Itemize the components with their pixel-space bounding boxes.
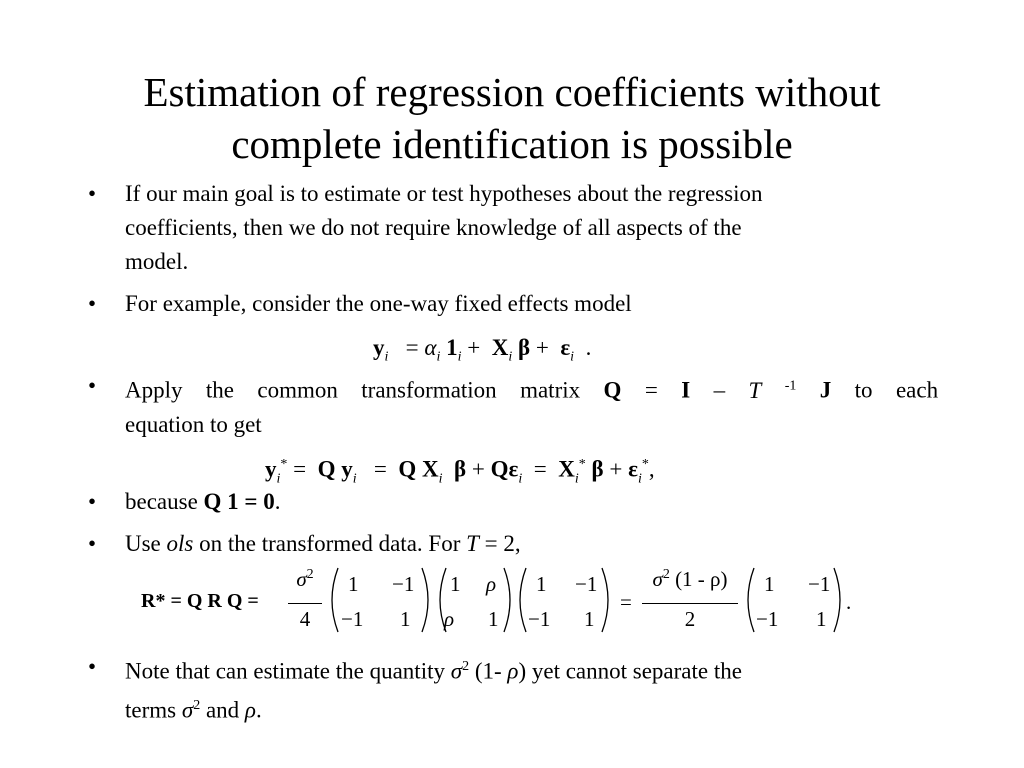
slide: Estimation of regression coefficients without complete identification is possible • If our main goal is to estimate or test hypotheses about the regression coefficients, then we do not require knowledge of all aspects of the model. • For example, consider the one-way fixed effects model $y_i$ = $\alpha_i$ $1_i + X_i$ $\beta + \varepsilon_i$ . • Apply the common transformation matrix Q = I – T $^{-1}$ J to each equation to get $y_i^* = Q$ $y_i$ = Q $X_i$ $\beta + Q\varepsilon_i = X_i^*$ $\beta + \varepsilon_i^*$, • because Q 1 = 0. • Use ols on the transformed data. For T = 2, R* = Q R Q = $\sigma^2$ 4 1 −1 −1 1 1 ρ ρ 1 1 −1 −1 1 = $\sigma^2$ (1 - ρ) 2 1 −1 −1 1 . • Note that can estimate the quantity $\sigma^2$ (1- ρ) yet cannot separate the terms $\sigma^2$ and ρ. bbox=[0, 0, 1024, 768]
eq3-frac1-den: 4 bbox=[299, 607, 311, 631]
bullet-1-line-2: coefficients, then we do not require knowledge of all aspects of the bbox=[125, 215, 742, 240]
bullet-1-line-1: If our main goal is to estimate or test hypotheses about the regression bbox=[125, 181, 763, 206]
bullet-6-text: Note that can estimate the quantity $\sigma^2$ (1- ρ) yet cannot separate the terms $\sigma^2$ and ρ. bbox=[125, 658, 742, 723]
equation-fixed-effects: $y_i$ = $\alpha_i$ $1_i + X_i$ $\beta + \varepsilon_i$ . bbox=[373, 335, 592, 365]
bullet-3-line-1: Apply the common transformation matrix Q = I – T $^{-1}$ J to each bbox=[125, 377, 939, 403]
fraction-bar bbox=[288, 603, 322, 604]
eq-alpha: α bbox=[424, 335, 437, 360]
bullet-marker: • bbox=[88, 181, 97, 206]
eq-y: y bbox=[373, 335, 385, 360]
eq3-lhs: R* = Q R Q = bbox=[141, 590, 259, 612]
bullet-3-line-2: equation to get bbox=[125, 411, 262, 437]
bullet-5-text: Use ols on the transformed data. For T = 2, bbox=[125, 531, 521, 556]
eq-X: X bbox=[491, 335, 509, 360]
eq3-frac2-num: $\sigma^2$ (1 - ρ) bbox=[652, 567, 728, 591]
left-paren bbox=[514, 567, 528, 633]
right-paren bbox=[600, 567, 614, 633]
eq3-frac2-den: 2 bbox=[684, 607, 696, 631]
bullet-marker: • bbox=[88, 291, 97, 316]
bullet-4-text: because Q 1 = 0. bbox=[125, 489, 281, 514]
right-paren bbox=[832, 567, 846, 633]
bullet-marker: • bbox=[88, 489, 97, 514]
eq3-frac1-num: $\sigma^2$ bbox=[296, 567, 314, 591]
right-paren bbox=[420, 567, 434, 633]
fraction-bar bbox=[642, 603, 738, 604]
equation-transformed: $y_i^* = Q$ $y_i$ = Q $X_i$ $\beta + Q\varepsilon_i = X_i^*$ $\beta + \varepsilon_i^*$, bbox=[265, 456, 655, 487]
bullet-2-text: For example, consider the one-way fixed effects model bbox=[125, 291, 632, 316]
title-line-2: complete identification is possible bbox=[231, 121, 793, 167]
eq-beta: β bbox=[517, 335, 531, 360]
left-paren bbox=[326, 567, 340, 633]
bullet-marker: • bbox=[88, 373, 97, 398]
bullet-marker: • bbox=[88, 531, 97, 556]
bullet-1-line-3: model. bbox=[125, 249, 189, 274]
title-line-1: Estimation of regression coefficients without bbox=[143, 69, 881, 115]
eq-epsilon: ε bbox=[560, 335, 571, 360]
slide-title bbox=[60, 66, 964, 170]
left-paren bbox=[742, 567, 756, 633]
bullet-marker: • bbox=[88, 654, 97, 679]
